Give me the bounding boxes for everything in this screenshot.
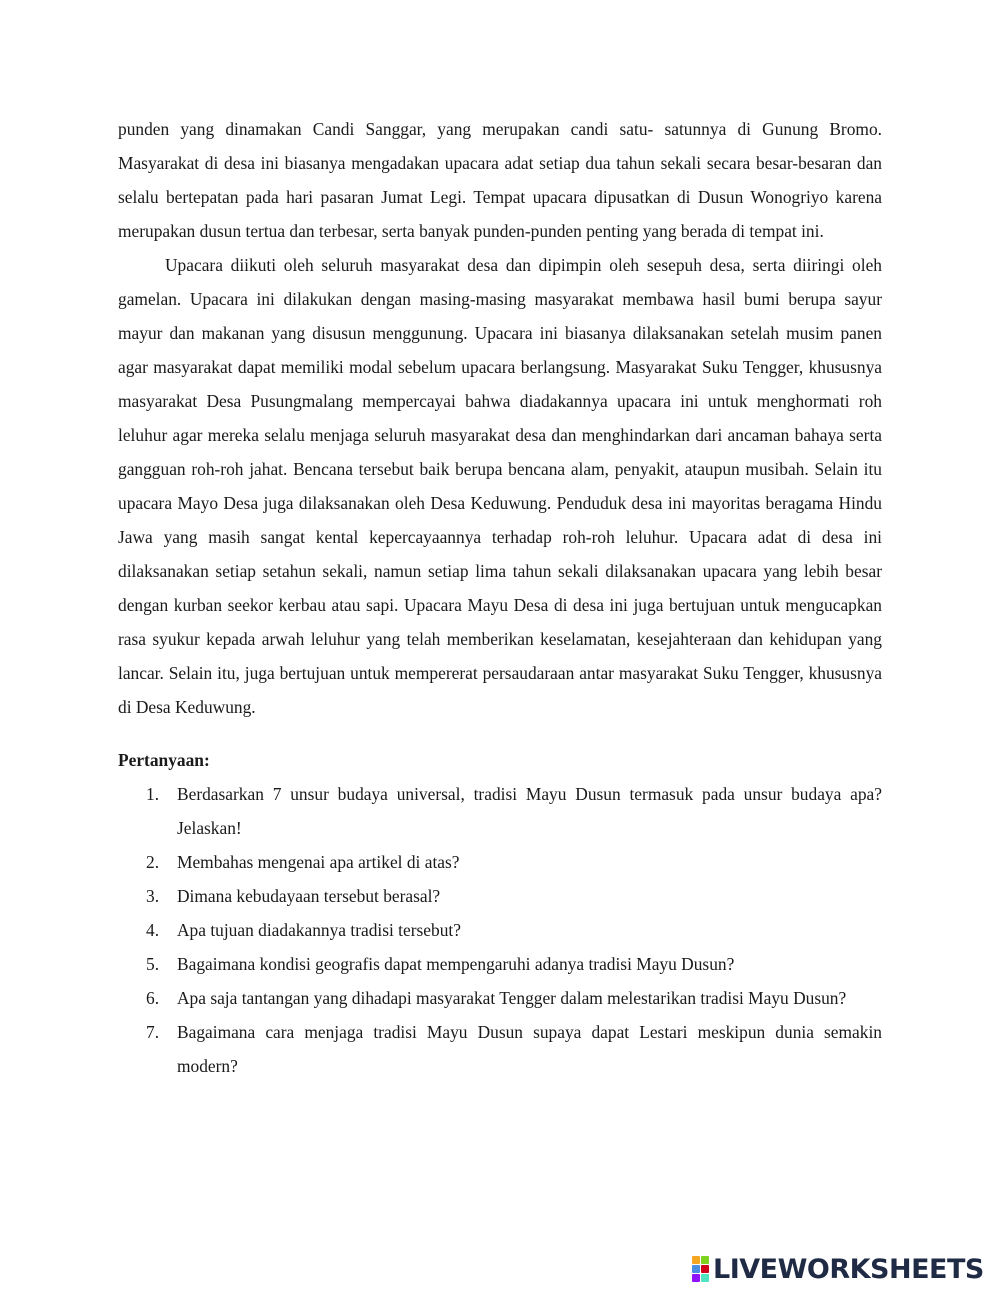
- question-text: Apa tujuan diadakannya tradisi tersebut?: [177, 920, 461, 940]
- liveworksheets-logo[interactable]: [692, 1254, 984, 1284]
- question-text: Membahas mengenai apa artikel di atas?: [177, 852, 460, 872]
- question-item: [118, 947, 882, 981]
- question-item: [118, 1015, 882, 1083]
- question-item: [118, 981, 882, 1015]
- question-item: [118, 879, 882, 913]
- question-text: Berdasarkan 7 unsur budaya universal, tradisi Mayu Dusun termasuk pada unsur budaya apa? Jelaskan!: [177, 784, 882, 838]
- question-text: Bagaimana cara menjaga tradisi Mayu Dusun supaya dapat Lestari meskipun dunia semakin modern?: [177, 1022, 882, 1076]
- liveworksheets-logo-icon: [692, 1256, 710, 1282]
- question-number: 2.: [146, 852, 160, 872]
- question-item: [118, 845, 882, 879]
- article-paragraph-1: punden yang dinamakan Candi Sanggar, yang merupakan candi satu- satunnya di Gunung Bromo. Masyarakat di desa ini biasanya mengadakan upacara adat setiap dua tahun sekali secara besar-besaran dan selalu bertepatan pada hari pasaran Jumat Legi. Tempat upacara dipusatkan di Dusun Wonogriyo karena merupakan dusun tertua dan terbesar, serta banyak punden-punden penting yang berada di tempat ini.: [118, 119, 882, 241]
- question-number: 7.: [146, 1022, 160, 1042]
- questions-list: [118, 777, 882, 1083]
- document-page: [118, 112, 882, 1083]
- question-number: 6.: [146, 988, 160, 1008]
- question-text: Bagaimana kondisi geografis dapat mempengaruhi adanya tradisi Mayu Dusun?: [177, 954, 735, 974]
- question-item: [118, 777, 882, 845]
- questions-heading: Pertanyaan:: [118, 750, 210, 770]
- liveworksheets-logo-text: LIVEWORKSHEETS: [713, 1253, 984, 1285]
- question-number: 4.: [146, 920, 160, 940]
- article-paragraph-2: Upacara diikuti oleh seluruh masyarakat desa dan dipimpin oleh sesepuh desa, serta diiringi oleh gamelan. Upacara ini dilakukan dengan masing-masing masyarakat membawa hasil bumi berupa sayur mayur dan makanan yang disusun menggunung. Upacara ini biasanya dilaksanakan setelah musim panen agar masyarakat dapat memiliki modal sebelum upacara berlangsung. Masyarakat Suku Tengger, khususnya masyarakat Desa Pusungmalang mempercayai bahwa diadakannya upacara ini untuk menghormati roh leluhur agar mereka selalu menjaga seluruh masyarakat desa dan menghindarkan dari ancaman bahaya serta gangguan roh-roh jahat. Bencana tersebut baik berupa bencana alam, penyakit, ataupun musibah. Selain itu upacara Mayo Desa juga dilaksanakan oleh Desa Keduwung. Penduduk desa ini mayoritas beragama Hindu Jawa yang masih sangat kental kepercayaannya terhadap roh-roh leluhur. Upacara adat di desa ini dilaksanakan setiap setahun sekali, namun setiap lima tahun sekali dilaksanakan upacara yang lebih besar dengan kurban seekor kerbau atau sapi. Upacara Mayu Desa di desa ini juga bertujuan untuk mengucapkan rasa syukur kepada arwah leluhur yang telah memberikan keselamatan, kesejahteraan dan kehidupan yang lancar. Selain itu, juga bertujuan untuk mempererat persaudaraan antar masyarakat Suku Tengger, khususnya di Desa Keduwung.: [118, 255, 882, 717]
- question-item: [118, 913, 882, 947]
- question-number: 5.: [146, 954, 160, 974]
- question-text: Dimana kebudayaan tersebut berasal?: [177, 886, 441, 906]
- question-text: Apa saja tantangan yang dihadapi masyarakat Tengger dalam melestarikan tradisi Mayu Dusun?: [177, 988, 847, 1008]
- question-number: 1.: [146, 784, 160, 804]
- question-number: 3.: [146, 886, 160, 906]
